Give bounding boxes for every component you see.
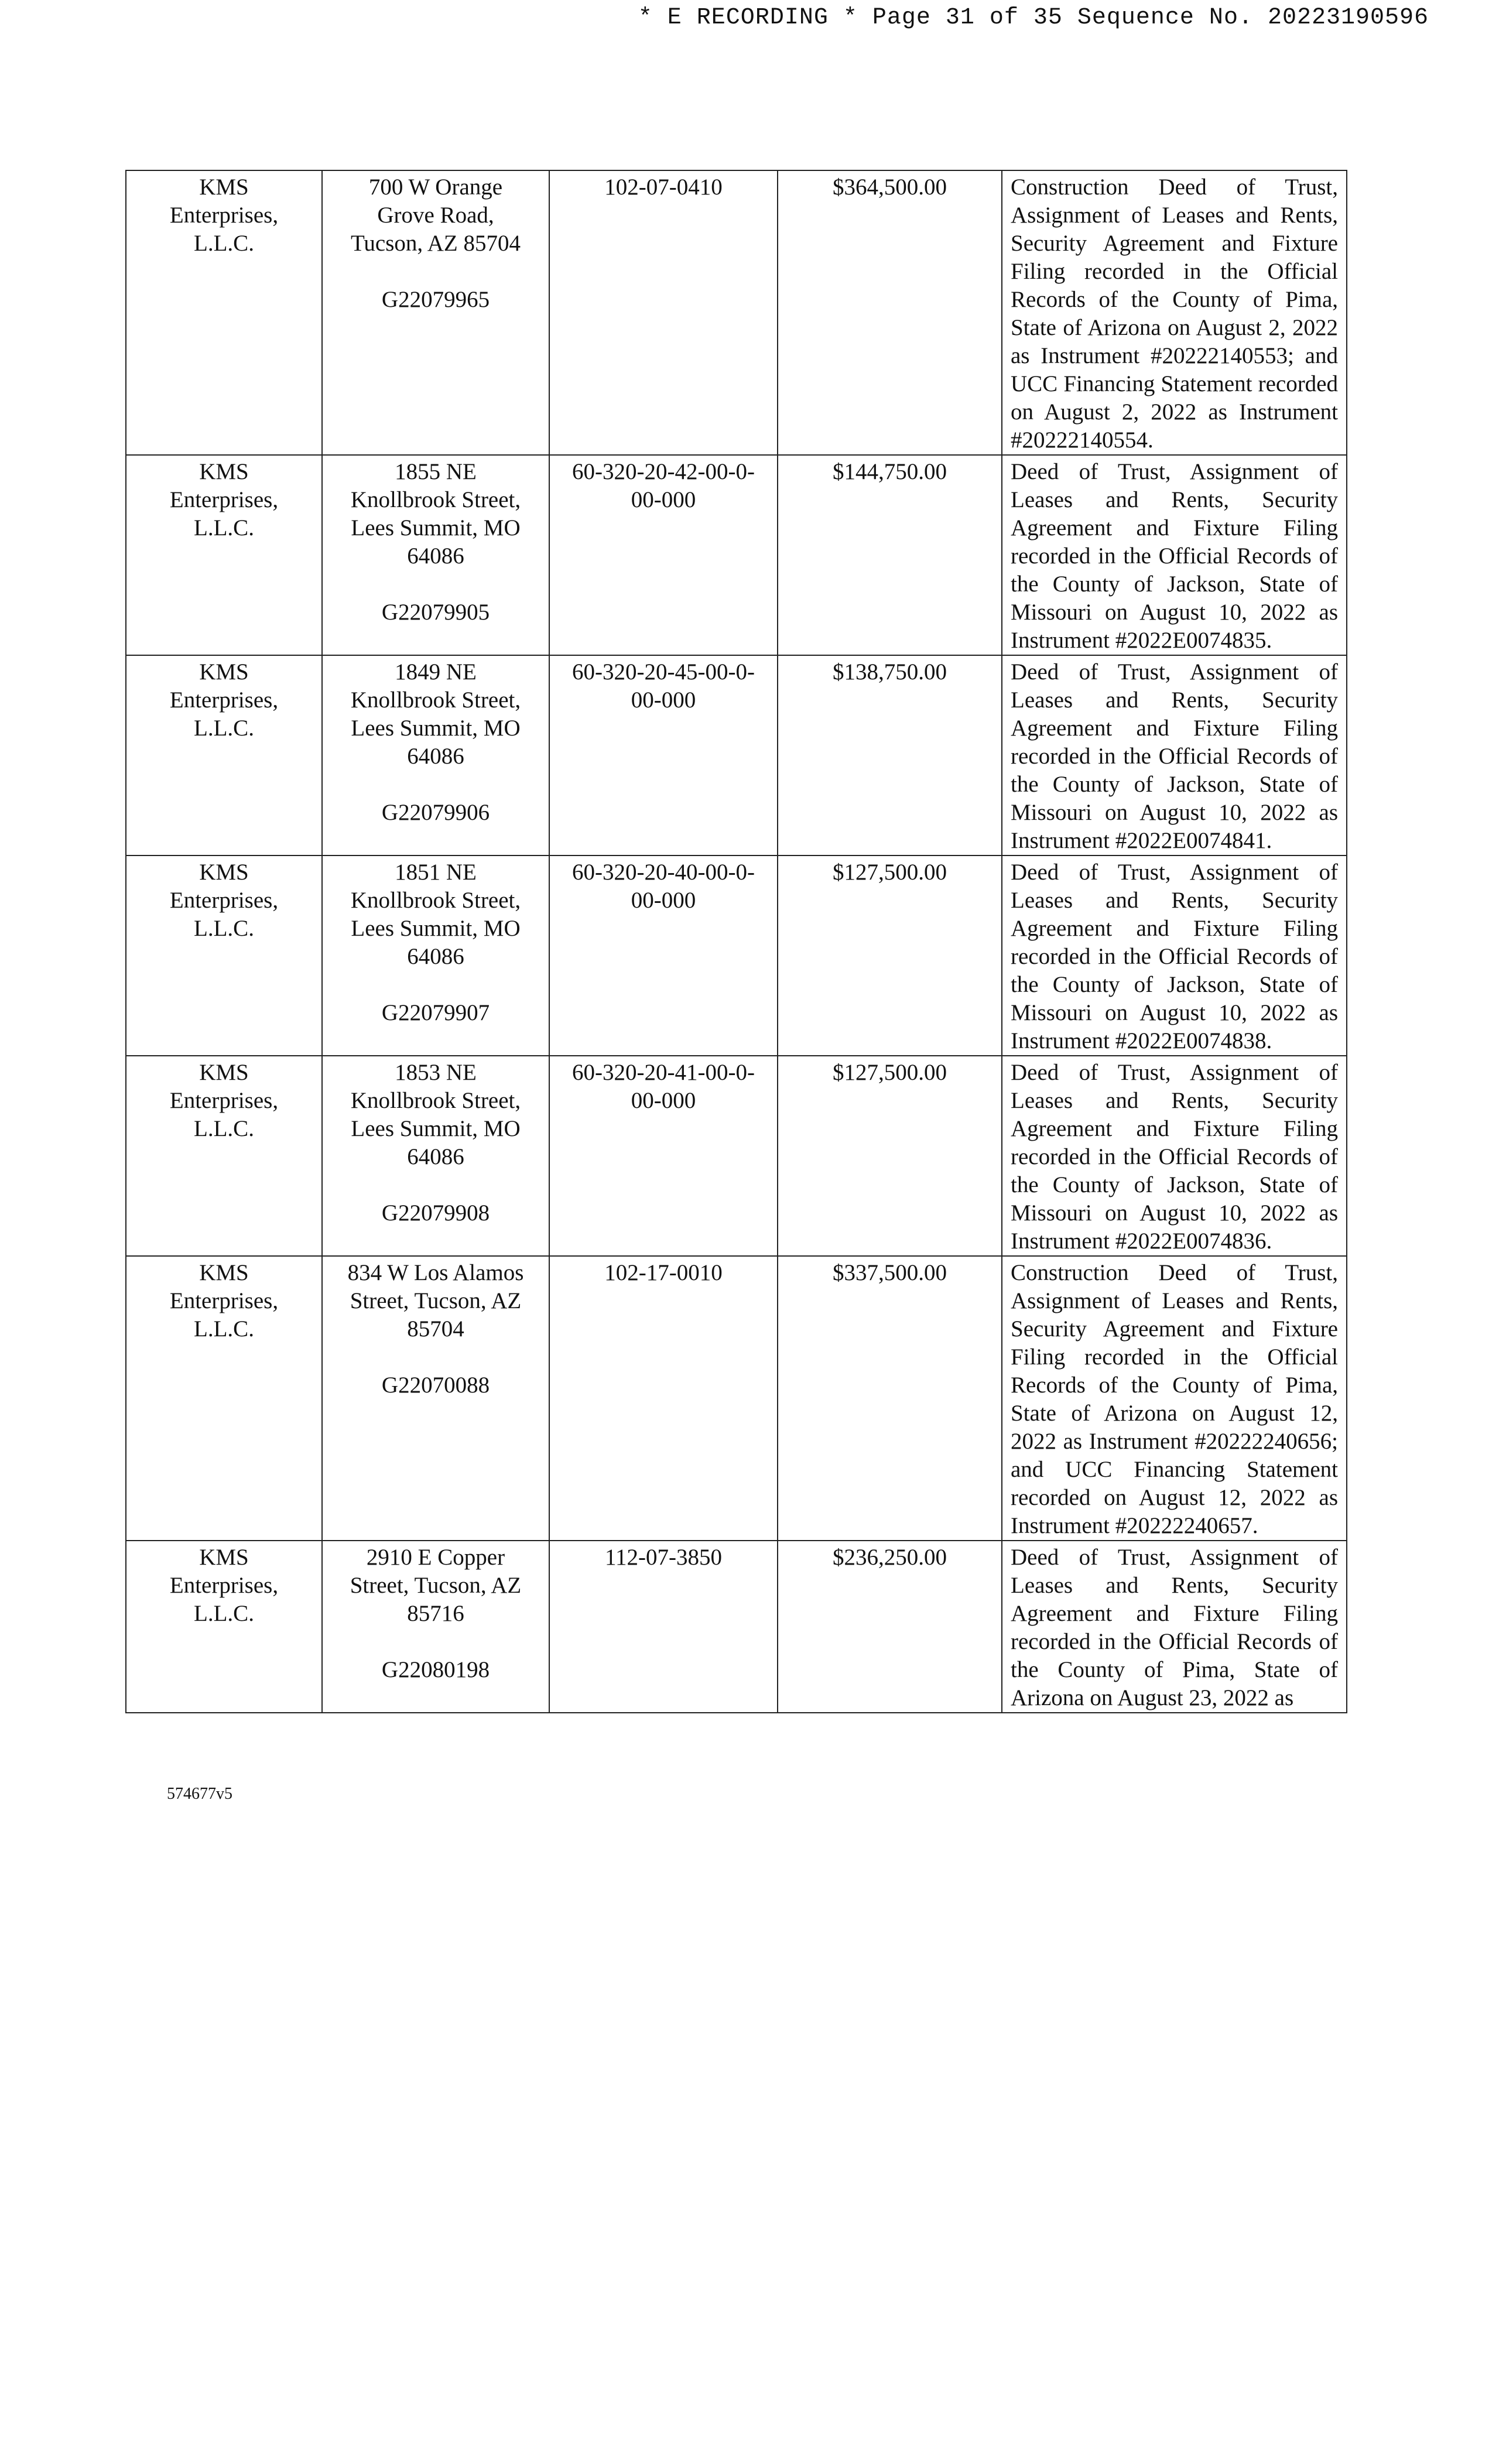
address-line: Lees Summit, MO <box>351 716 521 741</box>
description-cell: Deed of Trust, Assignment of Leases and Rents, Security Agreement and Fixture Filing recorded in the Official Records of the County of Pima, State of Arizona on August 23, 2022 as <box>1002 1541 1347 1713</box>
description-cell: Construction Deed of Trust, Assignment of Leases and Rents, Security Agreement and Fixture Filing recorded in the Official Records of the County of Pima, State of Arizona on August 2, 2022 as Instrument #20222140553; and UCC Financing Statement recorded on August 2, 2022 as Instrument #20222140554. <box>1002 170 1347 455</box>
owner-cell <box>126 1541 322 1713</box>
spacer <box>331 771 540 799</box>
owner-line: L.L.C. <box>194 231 254 256</box>
address-line: 834 W Los Alamos <box>347 1260 524 1285</box>
address-line: Grove Road, <box>377 203 494 228</box>
table-row <box>126 1256 1347 1541</box>
address-line: Knollbrook Street, <box>350 1088 521 1113</box>
spacer <box>331 971 540 999</box>
owner-line: KMS <box>199 659 249 685</box>
address-cell <box>322 1256 549 1541</box>
owner-line: KMS <box>199 459 249 484</box>
parcel-cell <box>549 1256 778 1541</box>
parcel-line: 00-000 <box>631 888 696 913</box>
owner-line: KMS <box>199 174 249 200</box>
owner-line: Enterprises, <box>169 687 279 713</box>
parcel-cell <box>549 170 778 455</box>
spacer <box>331 258 540 286</box>
owner-line: Enterprises, <box>169 203 279 228</box>
loan-number: G22079908 <box>381 1200 490 1226</box>
parcel-line: 00-000 <box>631 1088 696 1113</box>
parcel-line: 60-320-20-41-00-0- <box>572 1060 755 1085</box>
address-line: Knollbrook Street, <box>350 888 521 913</box>
document-id: 574677v5 <box>167 1785 232 1803</box>
address-line: 85704 <box>407 1316 464 1341</box>
parcel-cell <box>549 455 778 655</box>
parcel-cell <box>549 1541 778 1713</box>
owner-cell <box>126 655 322 855</box>
description-cell: Construction Deed of Trust, Assignment of Leases and Rents, Security Agreement and Fixture Filing recorded in the Official Records of the County of Pima, State of Arizona on August 12, 2022 as Instrument #20222240656; and UCC Financing Statement recorded on August 12, 2022 as Instrument #20222240657. <box>1002 1256 1347 1541</box>
table-row <box>126 1541 1347 1713</box>
description-cell: Deed of Trust, Assignment of Leases and Rents, Security Agreement and Fixture Filing recorded in the Official Records of the County of Jackson, State of Missouri on August 10, 2022 as Instrument #2022E0074841. <box>1002 655 1347 855</box>
description-cell: Deed of Trust, Assignment of Leases and Rents, Security Agreement and Fixture Filing recorded in the Official Records of the County of Jackson, State of Missouri on August 10, 2022 as Instrument #2022E0074835. <box>1002 455 1347 655</box>
address-line: 2910 E Copper <box>366 1545 505 1570</box>
spacer <box>331 1343 540 1371</box>
table-row <box>126 855 1347 1056</box>
address-line: 64086 <box>407 944 464 969</box>
address-line: 700 W Orange <box>368 174 503 200</box>
spacer <box>331 1171 540 1199</box>
owner-line: L.L.C. <box>194 515 254 540</box>
amount-cell: $144,750.00 <box>778 455 1002 655</box>
address-cell <box>322 455 549 655</box>
address-cell <box>322 1056 549 1256</box>
owner-line: Enterprises, <box>169 1088 279 1113</box>
parcel-line: 102-07-0410 <box>604 174 723 200</box>
address-line: Knollbrook Street, <box>350 687 521 713</box>
owner-line: KMS <box>199 1260 249 1285</box>
address-line: 85716 <box>407 1601 464 1626</box>
owner-cell <box>126 1256 322 1541</box>
recording-header: * E RECORDING * Page 31 of 35 Sequence No. 20223190596 <box>638 5 1429 31</box>
address-cell <box>322 170 549 455</box>
address-line: 1855 NE <box>395 459 477 484</box>
address-line: 64086 <box>407 1144 464 1169</box>
description-cell: Deed of Trust, Assignment of Leases and Rents, Security Agreement and Fixture Filing recorded in the Official Records of the County of Jackson, State of Missouri on August 10, 2022 as Instrument #2022E0074836. <box>1002 1056 1347 1256</box>
amount-cell: $364,500.00 <box>778 170 1002 455</box>
owner-cell <box>126 855 322 1056</box>
parcel-line: 60-320-20-42-00-0- <box>572 459 755 484</box>
address-line: Street, Tucson, AZ <box>350 1288 522 1313</box>
parcel-cell <box>549 655 778 855</box>
parcel-line: 00-000 <box>631 487 696 512</box>
address-line: Street, Tucson, AZ <box>350 1573 522 1598</box>
owner-line: KMS <box>199 1060 249 1085</box>
address-line: Knollbrook Street, <box>350 487 521 512</box>
address-cell <box>322 855 549 1056</box>
address-line: Tucson, AZ 85704 <box>350 231 521 256</box>
address-line: 1851 NE <box>395 860 477 885</box>
address-line: Lees Summit, MO <box>351 916 521 941</box>
owner-cell <box>126 1056 322 1256</box>
address-line: Lees Summit, MO <box>351 1116 521 1141</box>
description-cell: Deed of Trust, Assignment of Leases and Rents, Security Agreement and Fixture Filing recorded in the Official Records of the County of Jackson, State of Missouri on August 10, 2022 as Instrument #2022E0074838. <box>1002 855 1347 1056</box>
table-row <box>126 170 1347 455</box>
address-line: 64086 <box>407 543 464 569</box>
loan-number: G22070088 <box>381 1373 490 1398</box>
amount-cell: $127,500.00 <box>778 855 1002 1056</box>
address-line: Lees Summit, MO <box>351 515 521 540</box>
amount-cell: $337,500.00 <box>778 1256 1002 1541</box>
parcel-line: 60-320-20-40-00-0- <box>572 860 755 885</box>
loan-number: G22079906 <box>381 800 490 825</box>
amount-cell: $138,750.00 <box>778 655 1002 855</box>
table-row <box>126 655 1347 855</box>
records-table-body <box>126 170 1347 1713</box>
owner-line: L.L.C. <box>194 1601 254 1626</box>
owner-cell <box>126 170 322 455</box>
owner-line: L.L.C. <box>194 1316 254 1341</box>
amount-cell: $236,250.00 <box>778 1541 1002 1713</box>
spacer <box>331 1628 540 1656</box>
parcel-cell <box>549 855 778 1056</box>
owner-line: KMS <box>199 1545 249 1570</box>
parcel-line: 00-000 <box>631 687 696 713</box>
owner-cell <box>126 455 322 655</box>
parcel-line: 102-17-0010 <box>604 1260 723 1285</box>
address-cell <box>322 655 549 855</box>
parcel-line: 60-320-20-45-00-0- <box>572 659 755 685</box>
address-line: 64086 <box>407 744 464 769</box>
owner-line: Enterprises, <box>169 1573 279 1598</box>
address-line: 1849 NE <box>395 659 477 685</box>
spacer <box>331 570 540 598</box>
loan-number: G22080198 <box>381 1657 490 1682</box>
loan-number: G22079905 <box>381 600 490 625</box>
owner-line: Enterprises, <box>169 487 279 512</box>
records-table <box>125 170 1347 1713</box>
table-row <box>126 455 1347 655</box>
loan-number: G22079907 <box>381 1000 490 1025</box>
parcel-cell <box>549 1056 778 1256</box>
parcel-line: 112-07-3850 <box>604 1545 723 1570</box>
loan-number: G22079965 <box>381 287 490 312</box>
owner-line: L.L.C. <box>194 716 254 741</box>
owner-line: Enterprises, <box>169 888 279 913</box>
owner-line: Enterprises, <box>169 1288 279 1313</box>
address-cell <box>322 1541 549 1713</box>
amount-cell: $127,500.00 <box>778 1056 1002 1256</box>
owner-line: KMS <box>199 860 249 885</box>
table-row <box>126 1056 1347 1256</box>
owner-line: L.L.C. <box>194 1116 254 1141</box>
address-line: 1853 NE <box>395 1060 477 1085</box>
owner-line: L.L.C. <box>194 916 254 941</box>
